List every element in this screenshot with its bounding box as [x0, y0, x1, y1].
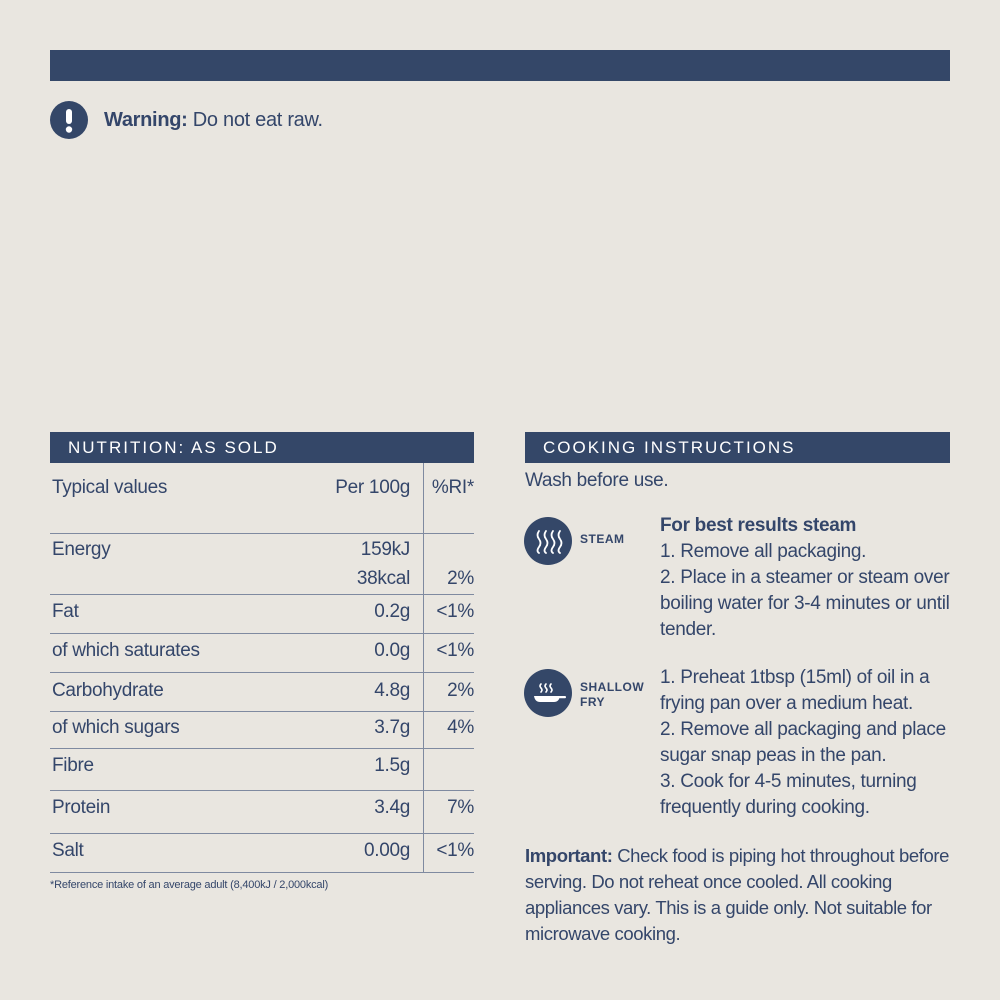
- nutrient-per-100g-kcal: 38kcal: [356, 568, 410, 589]
- important-text: Check food is piping hot throughout before serving. Do not reheat once cooled. All cooking appliances vary. This is a guide only. Not suitable for microwave cooking.: [525, 845, 950, 944]
- frying-pan-icon: [524, 669, 572, 717]
- column-header-per-100g: Per 100g: [335, 477, 410, 498]
- shallow-fry-instructions: [660, 665, 950, 821]
- nutrient-per-100g: 0.0g: [374, 640, 410, 661]
- steam-step-2: 2. Place in a steamer or steam over boiling water for 3-4 minutes or until tender.: [660, 567, 950, 640]
- warning-label: Warning:: [104, 108, 188, 131]
- table-header-row: [50, 463, 474, 534]
- shallow-fry-label-line-2: FRY: [580, 695, 606, 709]
- nutrient-per-100g: 4.8g: [374, 680, 410, 701]
- wash-instruction: Wash before use.: [525, 470, 669, 491]
- steam-label: STEAM: [580, 532, 625, 546]
- table-row: [50, 712, 474, 749]
- nutrient-ri: 4%: [447, 717, 474, 738]
- table-row: [50, 834, 474, 873]
- nutrient-per-100g: 159kJ: [360, 539, 410, 560]
- top-banner-bar: [50, 50, 950, 81]
- nutrient-per-100g: 3.4g: [374, 797, 410, 818]
- nutrient-ri: 7%: [447, 797, 474, 818]
- table-row: [50, 534, 474, 595]
- nutrient-per-100g: 1.5g: [374, 755, 410, 776]
- cooking-instructions-header: COOKING INSTRUCTIONS: [525, 432, 950, 463]
- nutrient-name: Salt: [52, 840, 84, 861]
- warning-text: Do not eat raw.: [192, 108, 323, 131]
- table-row: [50, 673, 474, 712]
- nutrient-name: Fat: [52, 601, 79, 622]
- nutrient-name: Energy: [52, 539, 111, 560]
- important-notice: [525, 843, 965, 947]
- nutrient-per-100g: 3.7g: [374, 717, 410, 738]
- shallow-fry-label-line-1: SHALLOW: [580, 680, 645, 694]
- nutrient-name: Protein: [52, 797, 111, 818]
- nutrient-per-100g: 0.2g: [374, 601, 410, 622]
- nutrition-table: [50, 463, 474, 873]
- nutrient-name: of which sugars: [52, 717, 180, 738]
- column-header-typical-values: Typical values: [52, 477, 168, 498]
- table-row: [50, 791, 474, 834]
- nutrient-name: Carbohydrate: [52, 680, 164, 701]
- table-row: [50, 634, 474, 673]
- table-row: [50, 595, 474, 634]
- nutrient-per-100g: 0.00g: [363, 840, 410, 861]
- shallow-fry-step-2: 2. Remove all packaging and place sugar snap peas in the pan.: [660, 719, 946, 766]
- nutrient-ri: 2%: [447, 680, 474, 701]
- nutrient-ri: <1%: [436, 840, 474, 861]
- nutrient-ri: 2%: [447, 568, 474, 589]
- important-label: Important:: [525, 845, 613, 866]
- nutrient-name: of which saturates: [52, 640, 200, 661]
- steam-heading: For best results steam: [660, 515, 857, 536]
- nutrient-ri: <1%: [436, 601, 474, 622]
- exclamation-icon: [50, 101, 88, 139]
- shallow-fry-label: [580, 680, 644, 710]
- steam-icon: [524, 517, 572, 565]
- nutrition-header: NUTRITION: AS SOLD: [50, 432, 474, 463]
- shallow-fry-step-3: 3. Cook for 4-5 minutes, turning frequently during cooking.: [660, 771, 917, 818]
- nutrient-name: Fibre: [52, 755, 94, 776]
- table-row: [50, 749, 474, 791]
- steam-instructions: [660, 513, 950, 643]
- nutrient-ri: <1%: [436, 640, 474, 661]
- shallow-fry-step-1: 1. Preheat 1tbsp (15ml) of oil in a frying pan over a medium heat.: [660, 667, 930, 714]
- nutrition-footnote: *Reference intake of an average adult (8,400kJ / 2,000kcal): [50, 879, 329, 891]
- column-header-ri: %RI*: [431, 477, 474, 498]
- warning-notice: [50, 101, 323, 139]
- steam-step-1: 1. Remove all packaging.: [660, 541, 867, 562]
